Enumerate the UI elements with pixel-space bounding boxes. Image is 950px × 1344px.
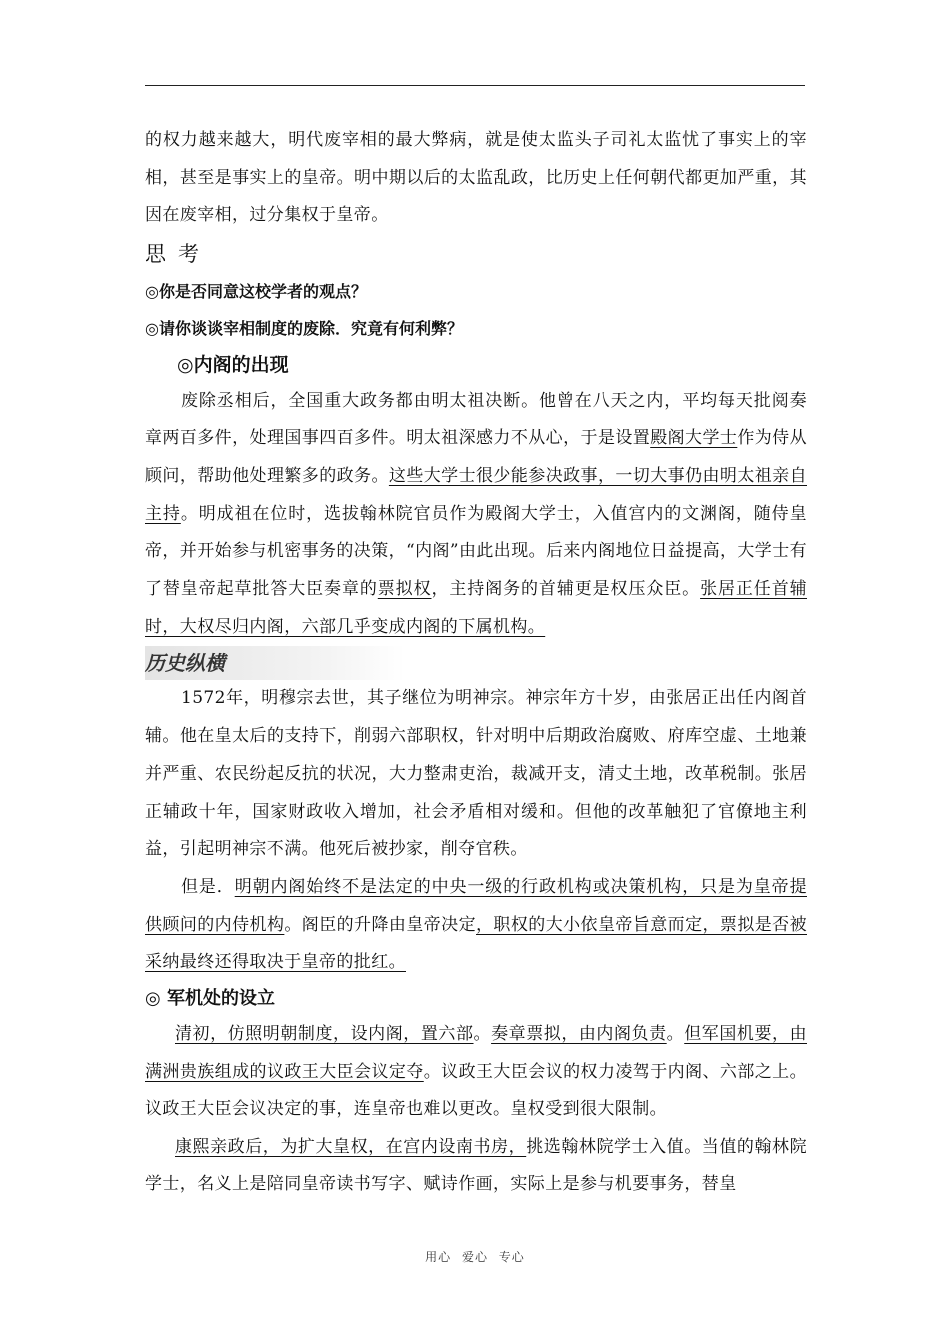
junji-heading: ◎ 军机处的设立 <box>145 988 275 1010</box>
neige-text-3: 。明成祖在位时，选拔翰林院官员作为殿阁大学士，入值宫内的文渊阁，随侍皇帝，并开始参与机密事务的决策，“内阁”由此出现。后来内阁地位日益提高，大学士有了替皇帝起草批答大臣奏章的 <box>145 503 807 600</box>
junji-underline-3: 但军国机要，由满洲贵族组成的议政王大臣会议定夺 <box>145 1024 807 1082</box>
page-footer: 用心 爱心 专心 <box>425 1250 525 1264</box>
however-text-2: 。阁臣的升降由皇帝决定 <box>284 914 477 935</box>
neige-underline-4: 张居正任首辅时，大权尽归内阁，六部几乎变成内阁的下属机构。 <box>145 579 808 637</box>
neige-heading: ◎内阁的出现 <box>177 353 289 376</box>
junji-text-1: 。 <box>473 1024 492 1045</box>
junji-underline-2: 奏章票拟，由内阁负责 <box>491 1024 667 1045</box>
history-paragraph: 1572年，明穆宗去世，其子继位为明神宗。神宗年方十岁，由张居正出任内阁首辅。他在皇太后的支持下，削弱六部职权，针对明中后期政治腐败、府库空虚、土地兼并严重、农民纷起反抗的状况，大力整肃吏治，裁减开支，清丈土地，改革税制。张居正辅政十年，国家财政收入增加，社会矛盾相对缓和。但他的改革触犯了官僚地主利益，引起明神宗不满。他死后被抄家，削夺官秩。 <box>145 688 807 860</box>
junji-text-3: 。议政王大臣会议的权力凌驾于内阁、六部之上。议政王大臣会议决定的事，连皇帝也难以更改。皇权受到很大限制。 <box>145 1061 807 1120</box>
history-heading: 历史纵横 <box>145 646 405 680</box>
kangxi-paragraph <box>145 1129 807 1204</box>
neige-paragraph <box>145 383 807 647</box>
kangxi-underline-1: 康熙亲政后，为扩大皇权，在宫内设南书房， <box>175 1136 527 1157</box>
however-text-1: 但是． <box>181 876 235 897</box>
neige-text-4: ，主持阁务的首辅更是权压众臣。 <box>431 579 701 600</box>
header-rule <box>145 85 805 86</box>
neige-underline-1: 殿阁大学士 <box>650 428 738 449</box>
neige-underline-3: 票拟权 <box>377 579 432 600</box>
think-heading: 思考 <box>145 241 211 266</box>
junji-text-2: 。 <box>666 1024 685 1045</box>
kangxi-text-1: 挑选翰林院学士入值。当值的翰林院学士，名义上是陪同皇帝读书写字、赋诗作画，实际上是参与机要事务，替皇 <box>145 1136 807 1195</box>
intro-paragraph: 的权力越来越大，明代废宰相的最大弊病，就是使太监头子司礼太监忧了事实上的宰相，甚至是事实上的皇帝。明中期以后的太监乱政，比历史上任何朝代都更加严重，其因在废宰相，过分集权于皇帝。 <box>145 130 807 225</box>
however-underline-1: 明朝内阁始终不是法定的中央一级的行政机构或决策机构，只是为皇帝提供顾问的内侍机构 <box>145 876 807 935</box>
think-question-1: ◎你是否同意这校学者的观点？ <box>145 281 367 301</box>
neige-text-1: 废除丞相后，全国重大政务都由明太祖决断。他曾在八天之内，平均每天批阅奏章两百多件，处理国事四百多件。明太祖深感力不从心，于是设置 <box>145 390 807 449</box>
neige-underline-2: 这些大学士很少能参决政事，一切大事仍由明太祖亲自主持 <box>145 465 807 524</box>
document-body <box>145 122 807 1204</box>
junji-paragraph <box>145 1016 807 1129</box>
however-paragraph <box>145 869 807 982</box>
junji-underline-1: 清初，仿照明朝制度，设内阁，置六部 <box>175 1024 474 1045</box>
neige-text-2: 作为侍从顾问，帮助他处理繁多的政务。 <box>145 428 807 486</box>
however-underline-2: ，职权的大小依皇帝旨意而定，票拟是否被采纳最终还得取决于皇帝的批红。 <box>145 914 807 973</box>
think-question-2: ◎请你谈谈宰相制度的废除．究竟有何利弊？ <box>145 318 463 338</box>
